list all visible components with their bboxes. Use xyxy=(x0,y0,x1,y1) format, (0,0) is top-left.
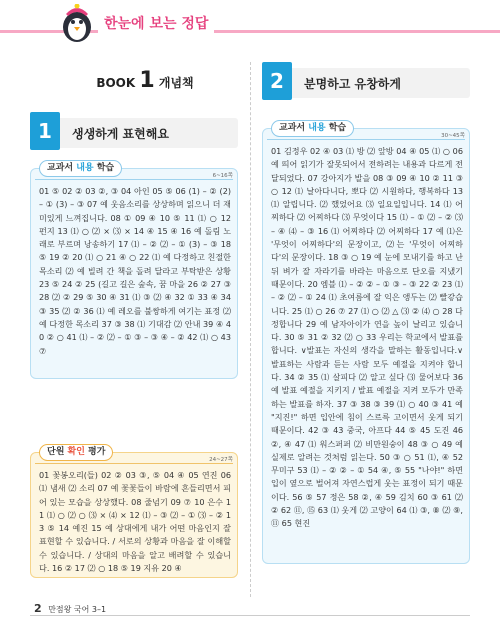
section-2-header xyxy=(262,68,470,98)
penguin-mascot-icon xyxy=(60,4,94,44)
box-rule xyxy=(35,463,233,464)
section-1-review-box xyxy=(30,447,238,578)
page-range: 6~16쪽 xyxy=(212,173,233,179)
textbook-tab: 교과서 내용 학습 xyxy=(39,160,122,177)
box-rule xyxy=(267,139,465,140)
book-series: 만점왕 국어 3–1 xyxy=(48,605,107,614)
column-divider xyxy=(250,62,251,597)
page-footer xyxy=(34,602,106,615)
answer-text: 01 김정우 02 ④ 03 ⑴ 방 ⑵ 앞방 04 ④ 05 ⑴ ○ 06 예 띄어 읽기가 잘못되어서 전하려는 내용과 다르게 전달되었다. 07 강아지가 발을 08 ③ 09 ④ 10 ② 11 ③ ○ 12 ⑴ 날아다니다, 뽀다 ⑵ 시원하다, 행복하다 13 ⑴ 알립니다. ⑵ 했었어요 ⑶ 일요일입니다. 14 ⑴ 어찌하다 ⑵ 어찌하다 ⑶ 무엇이다 15 ⑴ – ① ⑵ – ② ⑶ – ④ ⑷ – ③ 16 ⑴ 어찌하다 ⑵ 어찌하다 17 예 ⑴은 '무엇이 어찌하다'의 문장이고, ⑵는 '무엇이 어찌하다'의 문장이다. 18 ③ ○ 19 예 눈에 모내기를 하고 난 뒤 벼가 잘 자라기를 바라는 마음으로 단오를 지냈기 때문이다. 20 엠블 ⑴ – ② ② – ① ③ – ③ 22 ② 23 ⑴ – ② ⑵ – ① 24 ⑴ 초여름에 잘 익은 앵두는 ⑵ 빨갛습니다. 25 ⑴ ○ 26 ⑦ 27 ⑴ ○ ⑵ △ ⑶ ② ⑷ ○ 28 다정합니다 29 예 남자아이가 연을 높이 날리고 있습니다. 30 ⑤ 31 ② 32 ⑵ ○ 33 우리는 학교에서 발표를 합니다. ∨발표는 자신의 생각을 말하는 활동입니다.∨발표하는 사람과 듣는 사람 모두 예절을 지켜야 합니다. 34 ② 35 ⑴ 살피다 ⑵ 알고 싶다 ⑶ 물어보다 36 예 발표 예절을 지키지 / 발표 예절을 지켜 모두가 만족하는 발표를 하자. 37 ③ 38 ③ 39 ⑴ ○ 40 ③ 41 예 "지진!" 하면 입안에 침이 스르륵 고이면서 웃게 되기 때문이다. 42 ③ 43 중국, 아프다 44 ⑤ 45 도진 46 ②, ④ 47 ⑴ 워스퍼퍼 ⑵ 비만원숭이 48 ③ ○ 49 예 실제로 알려는 것처럼 읽는다. 50 ③ ○ 51 ⑴, ④ 52 무미구 53 ⑴ – ② ② – ① 54 ④, ⑤ 55 "나야!" 하면 입이 옆으로 벌어져 자연스럽게 웃는 표정이 되기 때문이다. 56 ⑤ 57 정은 58 ②, ④ 59 김치 60 ③ 61 ⑵ ② 62 ⑪, ⑮ 63 ⑴ 웃게 ⑵ 고양이 64 ⑴ ③, ⑧ ⑵ ⑨, ⑪ 65 현진 xyxy=(271,146,463,529)
answer-text: 01 ⑤ 02 ② 03 ②, ③ 04 아인 05 ⑤ 06 (1) – ② (2) – ① (3) – ③ 07 예 웃음소리를 상상하며 읽으니 더 재미있게 느껴집니다. 08 ① 09 ④ 10 ⑤ 11 ⑴ ○ 12 펀지 13 ⑴ ○ ⑵ × ⑶ × 14 ④ 15 ④ 16 예 돌림 노래로 부르며 낭송하기 17 ⑴ – ② ⑵ – ① (3) – ③ 18 ⑤ 19 ② 20 ⑴ ○ 21 ④ ○ 22 ⑴ 예 다정하고 친절한 목소리 ⑵ 예 빌려 간 책을 돌려 달라고 부탁받은 상황 23 ⑤ 24 ② 25 (길고 길은 숲속, 꿈 마을 26 ② 27 ③ 28 ⑵ ② 29 ⑤ 30 ④ 31 ⑴ ③ ⑵ ④ 32 ① 33 ④ 34 ③ 35 ⑵ ② 36 ⑴ 예 레오를 불쌍하게 여기는 표정 ⑵ 예 다정한 목소리 37 ③ 38 ⑴ 기대감 ⑵ 안내 39 ④ 40 ② ○ 41 ⑴ – ② ⑵ – ① ③ – ③ ④ – ② 42 ⑴ ○ 43 ⑦ xyxy=(39,186,231,356)
review-tab: 단원 확인 평가 xyxy=(39,444,113,461)
page-range: 24~27쪽 xyxy=(209,457,233,463)
box-rule xyxy=(35,179,233,180)
book-title xyxy=(60,68,230,93)
section-1-header xyxy=(30,118,238,148)
header-title: 한눈에 보는 정답 xyxy=(98,13,214,33)
header-bar xyxy=(0,0,500,52)
page-range: 30~45쪽 xyxy=(441,133,465,139)
book-label: BOOK xyxy=(96,76,136,90)
section-1-number: 1 xyxy=(30,112,60,150)
page-number: 2 xyxy=(34,602,42,615)
textbook-tab: 교과서 내용 학습 xyxy=(271,120,354,137)
book-name: 개념책 xyxy=(158,76,194,90)
section-1-textbook-box xyxy=(30,163,238,379)
footer-divider xyxy=(30,615,470,616)
book-number: 1 xyxy=(139,68,155,93)
answer-text: 01 꽃봉오리(들) 02 ② 03 ③, ⑤ 04 ④ 05 연진 06 ⑴ 냄새 ⑵ 소리 07 예 꽃꽃들이 바람에 흔들리면서 피어 있는 모습을 상상했다. 08 줄넘기 09 ⑦ 10 은수 11 ⑴ ○ ⑵ ○ ⑶ × ⑷ × 12 ⑴ – ③ ⑵ – ① ⑶ – ② 13 ⑤ 14 예진 15 예 상대에게 내가 어떤 마음인지 잘 표현할 수 있습니다. / 서로의 상황과 마음을 잘 이해할 수 있습니다. / 상대의 마음을 알고 배려할 수 있습니다. 16 ② 17 ⑵ ○ 18 ⑤ 19 지유 20 ④ xyxy=(39,470,231,574)
section-2-title: 분명하고 유창하게 xyxy=(304,77,401,91)
section-1-title: 생생하게 표현해요 xyxy=(72,127,169,141)
section-2-number: 2 xyxy=(262,62,292,100)
section-2-textbook-box xyxy=(262,123,470,564)
